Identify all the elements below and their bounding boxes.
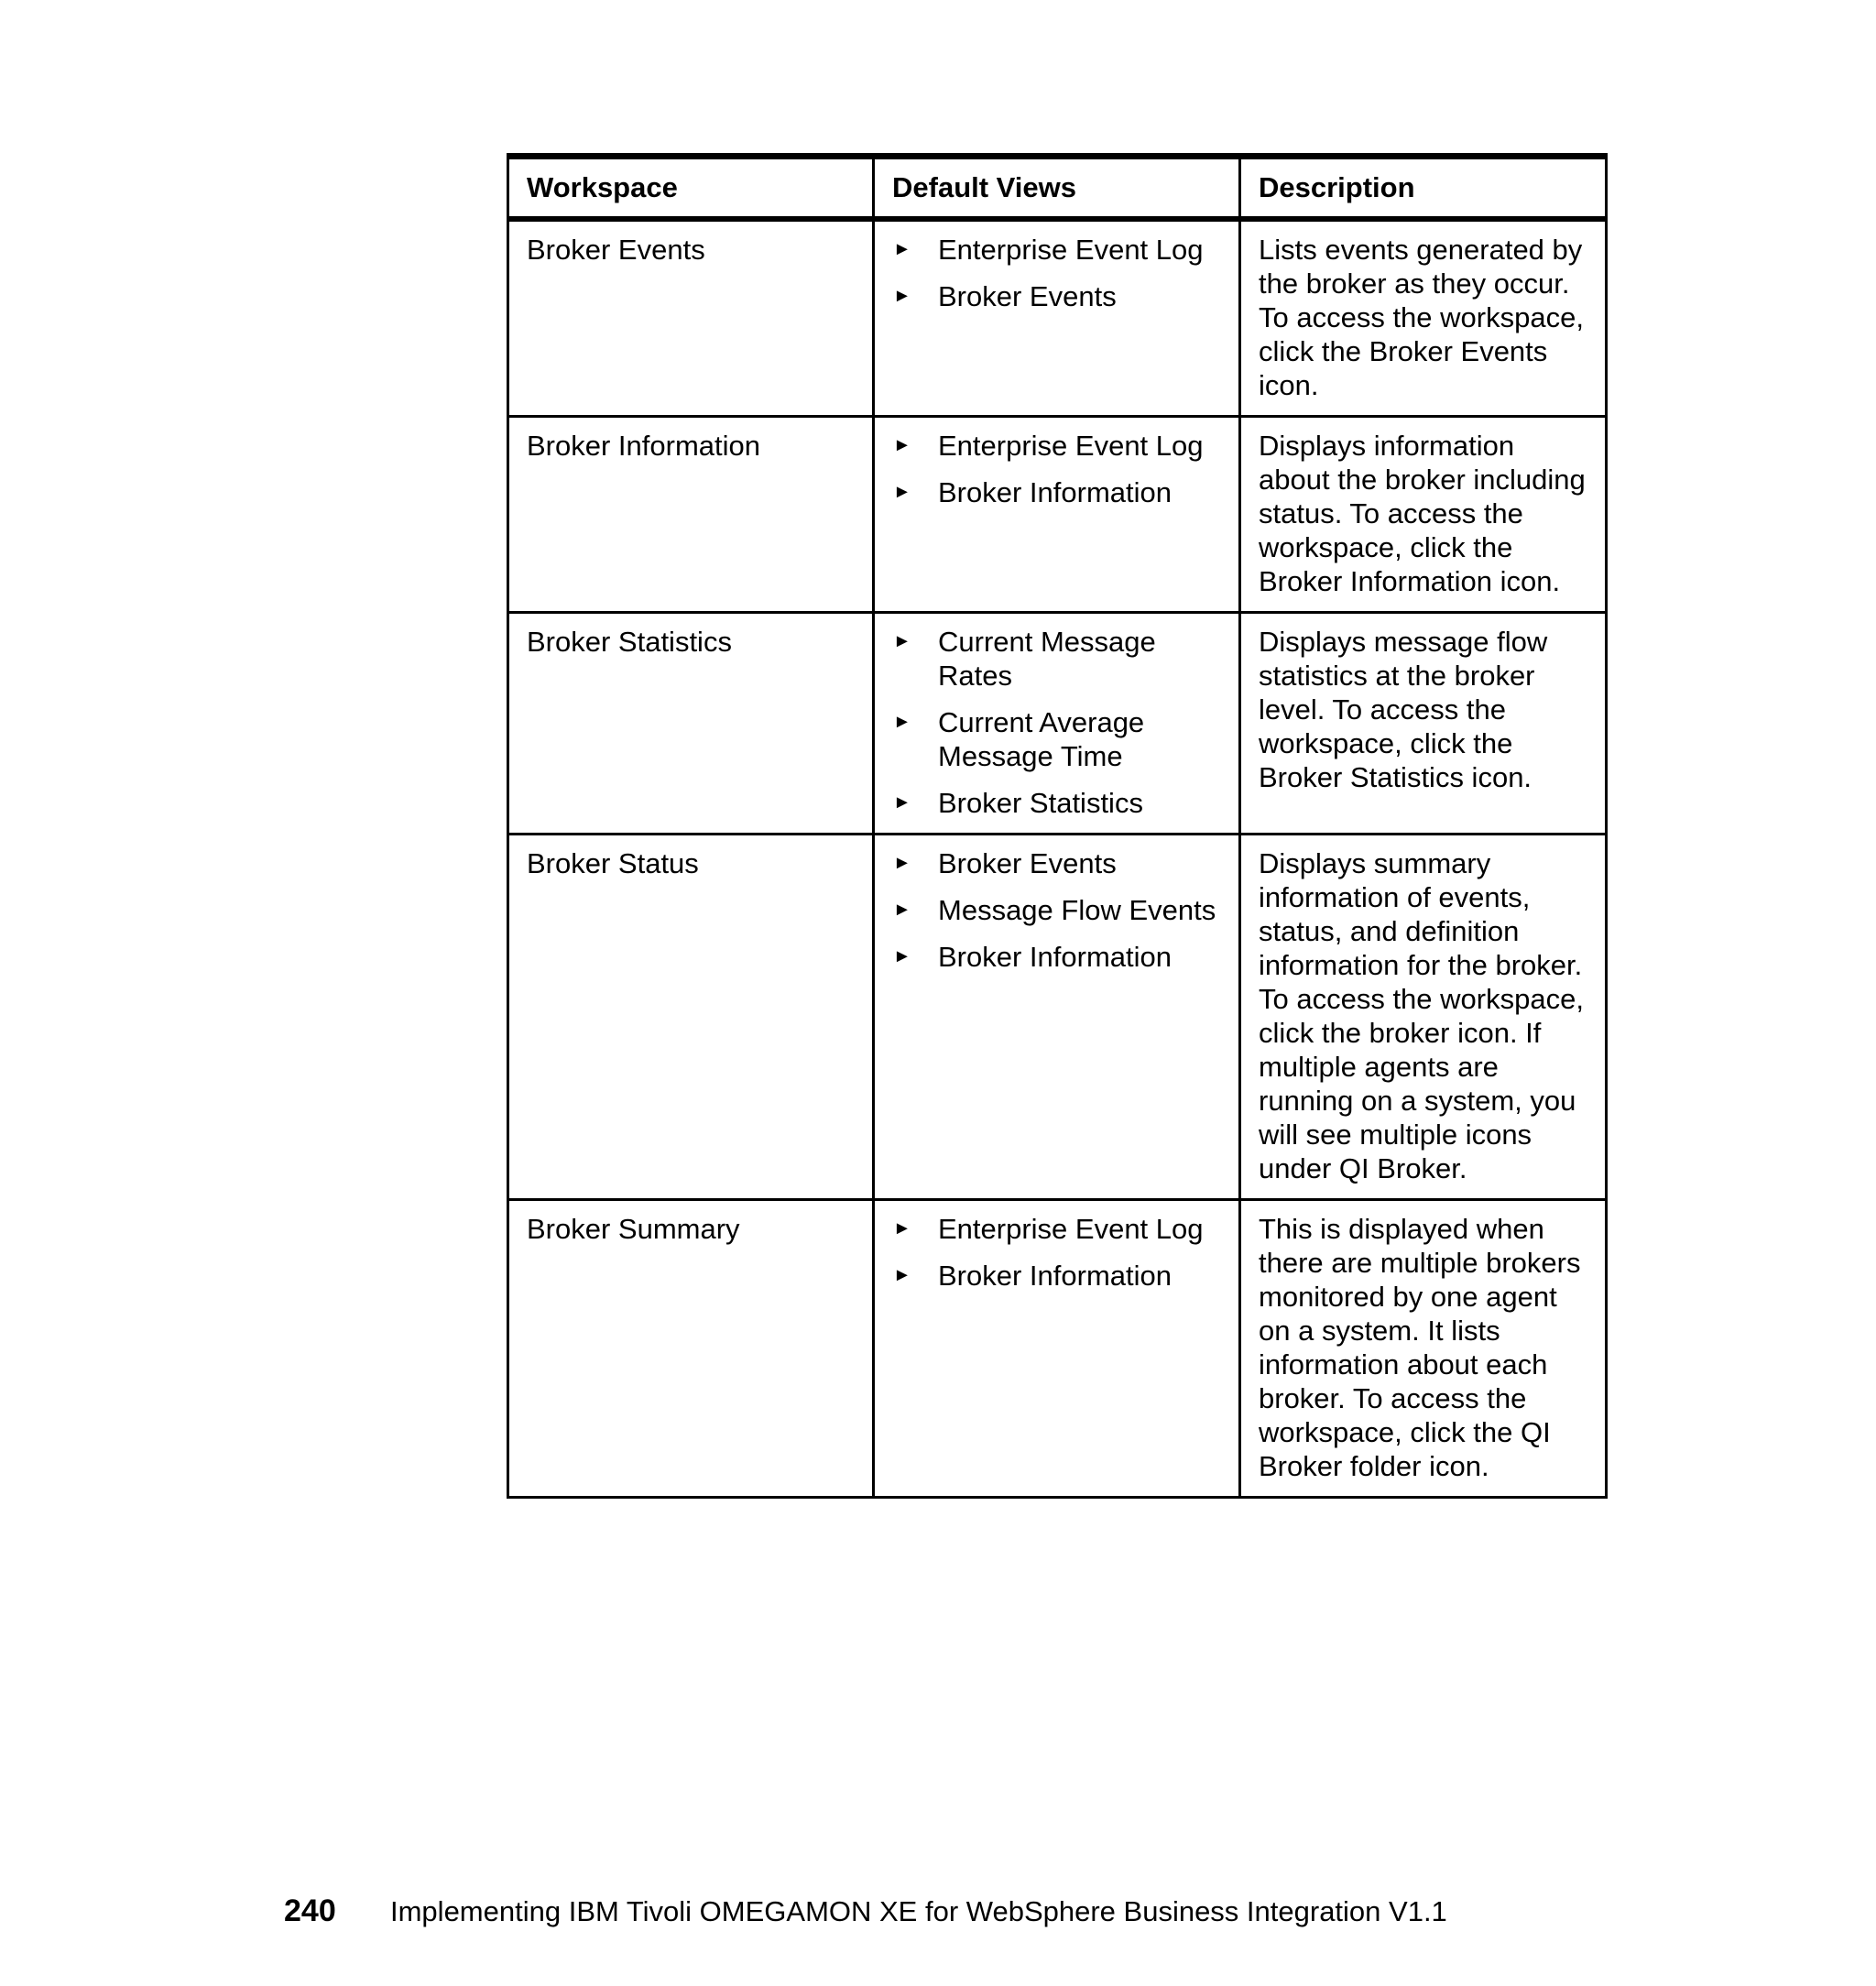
view-label: Current Message Rates	[938, 626, 1156, 692]
header-default-views: Default Views	[874, 157, 1240, 220]
default-views-cell	[874, 835, 1240, 1200]
right-triangle-bullet-icon: ►	[893, 712, 911, 732]
right-triangle-bullet-icon: ►	[893, 435, 911, 455]
workspace-cell: Broker Events	[508, 219, 874, 417]
right-triangle-bullet-icon: ►	[893, 239, 911, 259]
book-title: Implementing IBM Tivoli OMEGAMON XE for WebSphere Business Integration V1.1	[390, 1895, 1447, 1927]
view-label: Enterprise Event Log	[938, 1213, 1204, 1245]
header-description: Description	[1240, 157, 1607, 220]
table-row	[508, 613, 1607, 835]
right-triangle-bullet-icon: ►	[893, 900, 911, 920]
description-cell: This is displayed when there are multiple brokers monitored by one agent on a system. It lists information about each broker. To access the workspace, click the QI Broker folder icon.	[1240, 1200, 1607, 1498]
right-triangle-bullet-icon: ►	[893, 1218, 911, 1239]
description-cell: Displays summary information of events, status, and definition information for the broker. To access the workspace, click the broker icon. If multiple agents are running on a system, you will see multiple icons under QI Broker.	[1240, 835, 1607, 1200]
right-triangle-bullet-icon: ►	[893, 853, 911, 873]
table-row	[508, 219, 1607, 417]
view-label: Broker Events	[938, 280, 1117, 312]
view-label: Message Flow Events	[938, 894, 1216, 926]
list-item	[892, 233, 1222, 267]
header-workspace: Workspace	[508, 157, 874, 220]
table-row	[508, 835, 1607, 1200]
view-label: Broker Statistics	[938, 787, 1143, 819]
workspace-cell: Broker Statistics	[508, 613, 874, 835]
description-cell: Displays message flow statistics at the broker level. To access the workspace, click the Broker Statistics icon.	[1240, 613, 1607, 835]
workspaces-table	[507, 153, 1608, 1499]
right-triangle-bullet-icon: ►	[893, 946, 911, 966]
list-item	[892, 1259, 1222, 1293]
right-triangle-bullet-icon: ►	[893, 482, 911, 502]
list-item	[892, 893, 1222, 927]
list-item	[892, 786, 1222, 820]
views-list	[892, 233, 1222, 313]
views-list	[892, 429, 1222, 509]
views-list	[892, 1212, 1222, 1293]
table-header-row	[508, 157, 1607, 220]
default-views-cell	[874, 613, 1240, 835]
page-footer	[284, 1893, 1447, 1930]
list-item	[892, 475, 1222, 509]
description-cell: Displays information about the broker including status. To access the workspace, click the Broker Information icon.	[1240, 417, 1607, 613]
views-list	[892, 625, 1222, 820]
default-views-cell	[874, 1200, 1240, 1498]
description-cell: Lists events generated by the broker as they occur. To access the workspace, click the Broker Events icon.	[1240, 219, 1607, 417]
list-item	[892, 625, 1222, 693]
default-views-cell	[874, 219, 1240, 417]
view-label: Broker Information	[938, 1260, 1172, 1292]
table-row	[508, 417, 1607, 613]
view-label: Broker Information	[938, 476, 1172, 508]
view-label: Broker Information	[938, 941, 1172, 973]
right-triangle-bullet-icon: ►	[893, 631, 911, 651]
workspace-cell: Broker Information	[508, 417, 874, 613]
workspace-cell: Broker Status	[508, 835, 874, 1200]
list-item	[892, 846, 1222, 880]
list-item	[892, 705, 1222, 773]
table-row	[508, 1200, 1607, 1498]
view-label: Enterprise Event Log	[938, 234, 1204, 266]
view-label: Current Average Message Time	[938, 706, 1145, 772]
list-item	[892, 429, 1222, 463]
list-item	[892, 279, 1222, 313]
right-triangle-bullet-icon: ►	[893, 1265, 911, 1285]
list-item	[892, 1212, 1222, 1246]
views-list	[892, 846, 1222, 974]
view-label: Broker Events	[938, 847, 1117, 879]
page-number: 240	[284, 1893, 336, 1928]
default-views-cell	[874, 417, 1240, 613]
workspace-cell: Broker Summary	[508, 1200, 874, 1498]
right-triangle-bullet-icon: ►	[893, 286, 911, 306]
view-label: Enterprise Event Log	[938, 430, 1204, 462]
list-item	[892, 940, 1222, 974]
right-triangle-bullet-icon: ►	[893, 792, 911, 813]
